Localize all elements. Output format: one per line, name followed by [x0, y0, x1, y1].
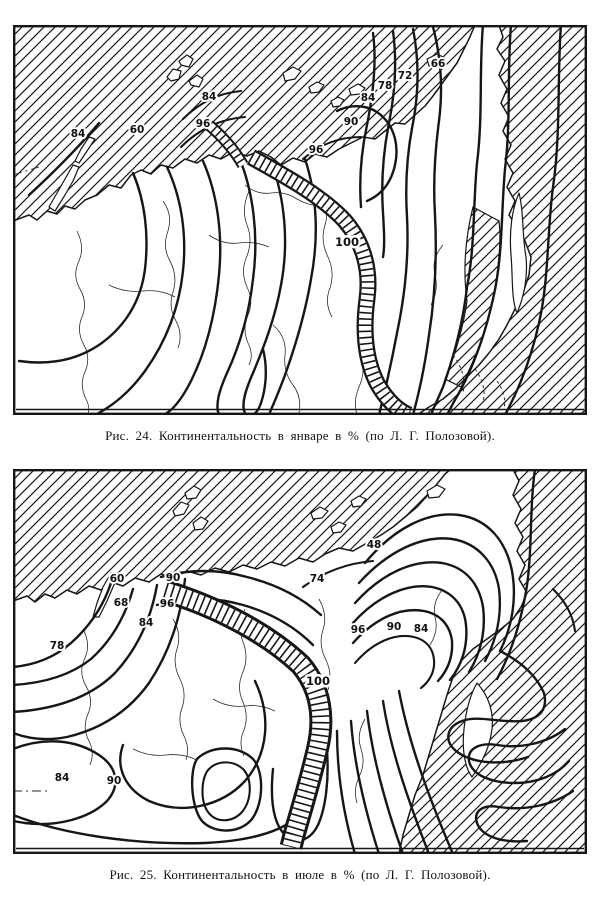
isoline-label: 90 — [386, 621, 402, 633]
isoline-label: 96 — [195, 118, 211, 130]
isoline-label-100: 100 — [334, 235, 360, 249]
isoline-label: 68 — [113, 597, 129, 609]
isoline-label: 66 — [430, 58, 446, 70]
isoline-label: 74 — [309, 573, 325, 585]
isoline-label-100: 100 — [305, 674, 331, 688]
isoline-label: 90 — [165, 572, 181, 584]
isoline-label: 72 — [397, 70, 413, 82]
isoline-label: 96 — [308, 144, 324, 156]
isoline-label: 84 — [360, 92, 376, 104]
isoline-label: 48 — [366, 539, 382, 551]
isoline-label: 84 — [138, 617, 154, 629]
isoline-label: 96 — [159, 598, 175, 610]
isoline-label: 60 — [109, 573, 125, 585]
figure-24-caption: Рис. 24. Континентальность в январе в % (по Л. Г. Полозовой). — [105, 428, 495, 443]
isoline-label: 78 — [377, 80, 393, 92]
isoline-label: 84 — [70, 128, 86, 140]
map-july — [13, 469, 587, 854]
isoline-label: 60 — [129, 124, 145, 136]
isoline-label: 84 — [54, 772, 70, 784]
isoline-label: 78 — [49, 640, 65, 652]
map-january — [13, 25, 587, 415]
isoline-label: 84 — [201, 91, 217, 103]
figure-25-caption: Рис. 25. Континентальность в июле в % (по Л. Г. Полозовой). — [109, 867, 491, 882]
figure-24 — [13, 25, 587, 420]
isoline-label: 90 — [343, 116, 359, 128]
isoline-label: 90 — [106, 775, 122, 787]
isoline-label: 84 — [413, 623, 429, 635]
isoline-label: 96 — [350, 624, 366, 636]
figure-25 — [13, 469, 587, 859]
